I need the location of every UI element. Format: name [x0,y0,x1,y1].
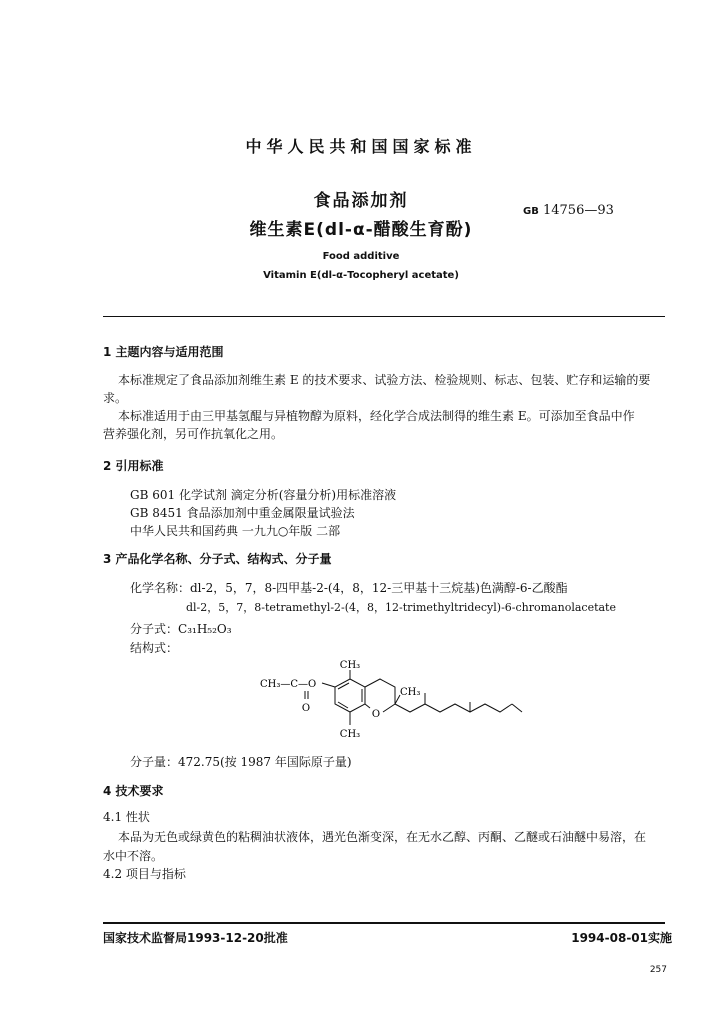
structure-label: 结构式： [130,641,179,655]
header-rule [103,316,665,317]
molecular-formula [130,620,232,638]
acetyl-label: CH₃—C—O [260,679,317,690]
section-4-heading: 4 技术要求 [103,784,164,798]
reference-item: GB 8451 食品添加剂中重金属限量试验法 [130,506,355,520]
section-1-heading: 1 主题内容与适用范围 [103,345,224,359]
code-number: 14756—93 [542,203,614,218]
ch3-ring-label: CH₃ [400,687,421,698]
ring-oxygen-label: O [371,709,381,720]
section-4-1-line2: 水中不溶。 [103,849,164,863]
code-prefix: GB [523,206,539,217]
section-1-p1-line1: 本标准规定了食品添加剂维生素 E 的技术要求、试验方法、检验规则、标志、包装、贮存和运输的要 [118,373,651,387]
ch3-bottom-label: CH₃ [339,729,361,740]
national-standard-title: 中华人民共和国国家标准 [245,137,477,156]
molecular-weight: 分子量：472.75(按 1987 年国际原子量) [130,755,352,769]
section-1-p2-line2: 营养强化剂，另可作抗氧化之用。 [103,427,284,441]
section-2-heading: 2 引用标准 [103,459,164,473]
approval-text: 国家技术监督局1993-12-20批准 [103,931,288,945]
formula-value: C₃₁H₅₂O₃ [178,622,232,636]
section-1-p1-line2: 求。 [103,391,128,405]
carbonyl-o-label: O [301,703,311,714]
section-4-1-line1: 本品为无色或绿黄色的粘稠油状液体，遇光色渐变深，在无水乙醇、丙酮、乙醚或石油醚中易溶，在 [118,830,647,844]
section-1-p2-line1: 本标准适用于由三甲基氢醌与异植物醇为原料，经化学合成法制得的维生素 E。可添加至食品中作 [118,409,635,423]
footer-rule [103,922,665,924]
implementation-text: 1994-08-01实施 [571,931,672,945]
standard-code [523,203,614,218]
section-4-1-heading: 4.1 性状 [103,810,150,824]
title-cn-line2: 维生素E(dl-α-醋酸生育酚) [249,220,473,240]
title-en-line2: Vitamin E(dl-α-Tocopheryl acetate) [263,270,459,281]
section-3-heading: 3 产品化学名称、分子式、结构式、分子量 [103,552,332,566]
reference-item: 中华人民共和国药典 一九九○年版 二部 [130,524,341,538]
ch3-top-label: CH₃ [339,660,361,671]
page-number: 257 [649,965,667,975]
title-cn-line1: 食品添加剂 [313,191,409,211]
formula-label: 分子式： [130,622,179,636]
structural-formula-diagram [260,655,530,750]
reference-item: GB 601 化学试剂 滴定分析(容量分析)用标准溶液 [130,488,397,502]
section-4-2-heading: 4.2 项目与指标 [103,867,186,881]
chemical-name-cn: 化学名称：dl-2，5，7，8-四甲基-2-(4，8，12-三甲基十三烷基)色满醇-6-乙酸酯 [130,581,568,595]
title-en-line1: Food additive [322,251,400,262]
chemical-name-en: dl-2，5，7，8-tetramethyl-2-(4，8，12-trimethyltridecyl)-6-chromanolacetate [186,601,616,614]
